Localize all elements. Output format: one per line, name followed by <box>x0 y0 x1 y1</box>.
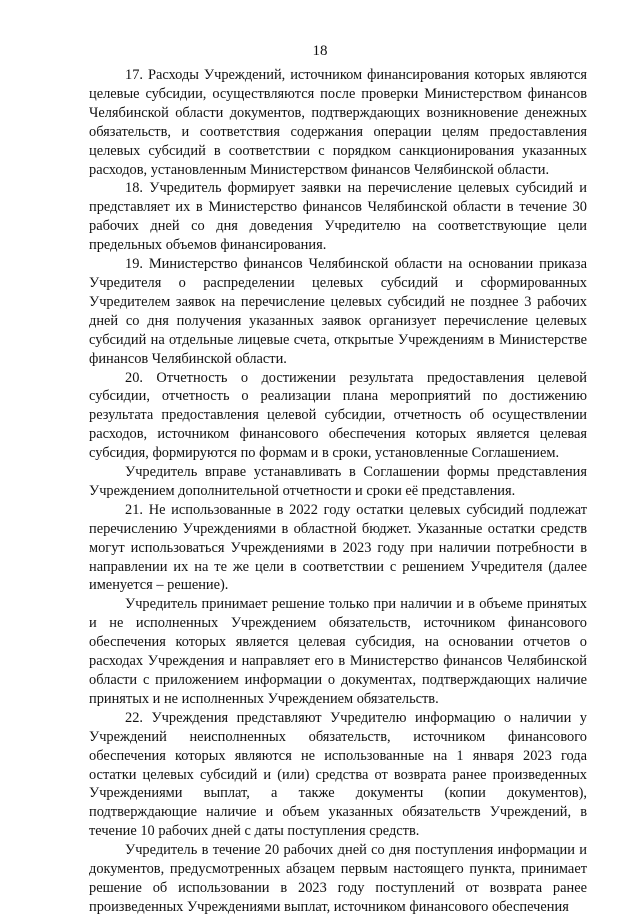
paragraph-item-19: 19. Министерство финансов Челябинской области на основании приказа Учредителя о распределении целевых субсидий и сформированных Учредителем заявок на перечисление целевых субсидий не позднее 3 рабочих дней со дня получения указанных заявок организует перечисление целевых субсидий на отдельные лицевые счета, открытые Учреждениям в Министерстве финансов Челябинской области. <box>89 256 587 367</box>
paragraph-founder-decision: Учредитель в течение 20 рабочих дней со дня поступления информации и документов, предусмотренных абзацем первым настоящего пункта, принимает решение об использовании в 2023 году поступлений от возврата ранее произведенных Учреждениями выплат, источником финансового обеспечения <box>89 842 587 915</box>
paragraph-item-22: 22. Учреждения представляют Учредителю информацию о наличии у Учреждений неисполненных обязательств, источником финансового обеспечения которых являются не использованные на 1 января 2023 года остатки целевых субсидий и (или) средства от возврата ранее произведенных Учреждениями выплат, а также документы (копии документов), подтверждающие наличие и объем указанных обязательств Учреждений, в течение 10 рабочих дней с даты поступления средств. <box>89 709 587 840</box>
page-number: 18 <box>312 43 328 59</box>
paragraph-reporting-forms: Учредитель вправе устанавливать в Соглашении формы представления Учреждением дополнительной отчетности и сроки её представления. <box>89 464 587 499</box>
paragraph-item-17: 17. Расходы Учреждений, источником финансирования которых являются целевые субсидии, осуществляются после проверки Министерством финансов Челябинской области документов, подтверждающих возникновение денежных обязательств, и соответствия содержания операции целям предоставления целевых субсидий в соответствии с порядком санкционирования указанных расходов, установленным Министерством финансов Челябинской области. <box>89 67 587 178</box>
paragraph-item-20: 20. Отчетность о достижении результата предоставления целевой субсидии, отчетность о реализации плана мероприятий по достижению результата предоставления целевой субсидии, отчетность об осуществлении расходов, источником финансового обеспечения которых является целевая субсидия, формируются по формам и в сроки, установленные Соглашением. <box>89 369 587 462</box>
document-body <box>89 66 587 917</box>
paragraph-decision: Учредитель принимает решение только при наличии и в объеме принятых и не исполненных Учреждением обязательств, источником финансового обеспечения которых является целевая субсидия, на основании отчетов о расходах Учреждения и направляет его в Министерство финансов Челябинской области с приложением информации о документах, подтверждающих наличие принятых и не исполненных Учреждением обязательств. <box>89 596 587 707</box>
paragraph-item-21: 21. Не использованные в 2022 году остатки целевых субсидий подлежат перечислению Учреждениями в областной бюджет. Указанные остатки средств могут использоваться Учреждениями в 2023 году при наличии потребности в направлении их на те же цели в соответствии с решением Учредителя (далее именуется – решение). <box>89 501 587 594</box>
paragraph-item-18: 18. Учредитель формирует заявки на перечисление целевых субсидий и представляет их в Министерство финансов Челябинской области в течение 30 рабочих дней со дня доведения Учредителю на соответствующие цели предельных объемов финансирования. <box>89 180 587 254</box>
